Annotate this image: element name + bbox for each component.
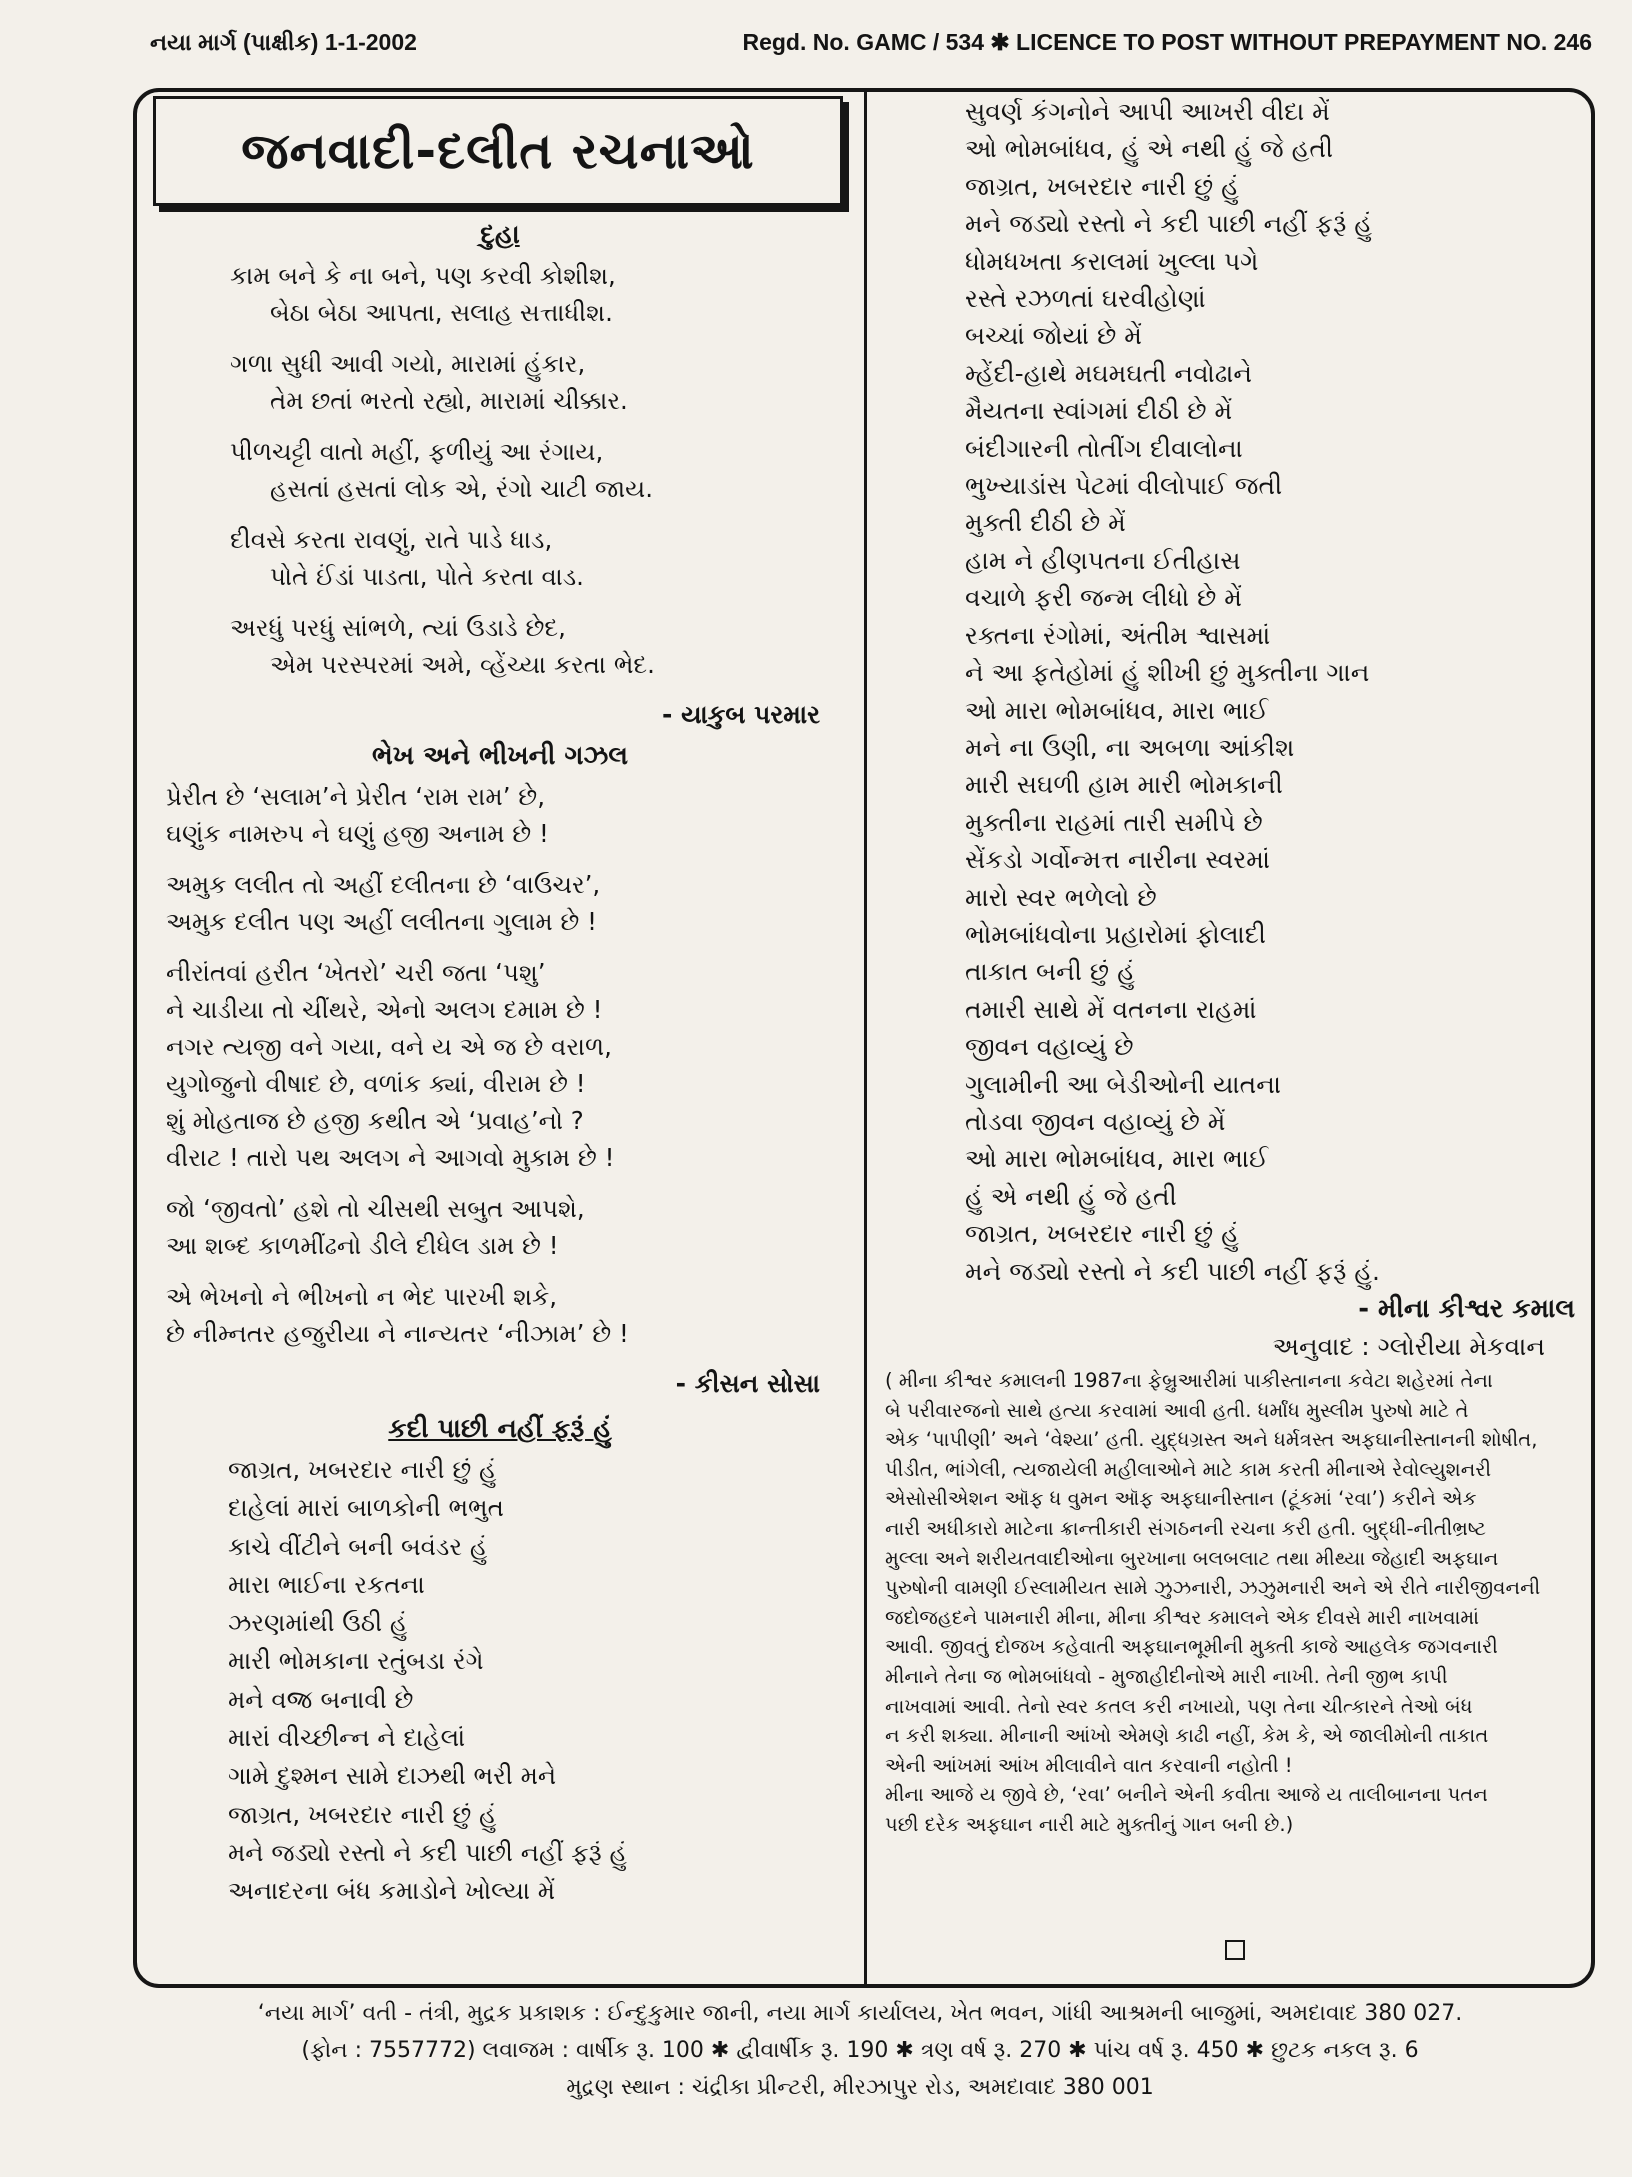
- note-line: એની આંખમાં આંખ મીલાવીને વાત કરવાની નહોતી !: [885, 1753, 1293, 1777]
- verse-line: તેમ છતાં ભરતો રહ્યો, મારામાં ચીક્કાર.: [270, 386, 628, 415]
- note-line: બે પરીવારજનો સાથે હત્યા કરવામાં આવી હતી. ધર્માંધ મુસ્લીમ પુરુષો માટે તે: [885, 1398, 1469, 1422]
- article-title: જનવાદી-દલીત રચનાઓ: [153, 96, 843, 206]
- poem-translator: અનુવાદ : ગ્લોરીયા મેકવાન: [1272, 1332, 1545, 1361]
- verse-line: ગુલામીની આ બેડીઓની યાતના: [965, 1069, 1281, 1099]
- verse-line: બંદીગારની તોતીંગ દીવાલોના: [965, 433, 1243, 463]
- verse-line: મને ના ઉણી, ના અબળા આંકીશ: [965, 732, 1295, 762]
- verse-line: અમુક દલીત પણ અહીં લલીતના ગુલામ છે !: [166, 907, 597, 936]
- poem-left-part: [150, 1451, 850, 1911]
- verse-line: તાકાત બની છું હું: [965, 957, 1135, 987]
- verse-line: આ શબ્દ કાળમીંઢનો ડીલે દીધેલ ડામ છે !: [166, 1231, 559, 1260]
- issue-info: નયા માર્ગ (પાક્ષીક) 1-1-2002: [150, 28, 417, 55]
- note-line: ( મીના કીશ્વર કમાલની 1987ના ફેબ્રુઆરીમાં પાકીસ્તાનના કવેટા શહેરમાં તેના: [885, 1369, 1493, 1392]
- left-column: [150, 96, 850, 1911]
- verse-line: અરધું પરધું સાંભળે, ત્યાં ઉડાડે છેદ,: [230, 613, 566, 642]
- note-line: પુરુષોની વામણી ઈસ્લામીયત સામે ઝુઝનારી, ઝઝુમનારી અને એ રીતે નારીજીવનની: [885, 1576, 1541, 1600]
- verse-line: તોડવા જીવન વહાવ્યું છે મેં: [965, 1106, 1226, 1136]
- verse-line: યુગોજુનો વીષાદ છે, વળાંક ક્યાં, વીરામ છે !: [166, 1069, 586, 1098]
- verse-line: મારી ભોમકાના રતુંબડા રંગે: [228, 1646, 484, 1676]
- verse-line: ને ચાડીયા તો ચીંથરે, એનો અલગ દમામ છે !: [166, 995, 603, 1024]
- poem-heading: કદી પાછી નહીં ફરૂં હું: [388, 1414, 612, 1444]
- verse-line: ધોમધખતા કરાલમાં ખુલ્લા પગે: [965, 246, 1259, 276]
- verse-line: નીરાંતવાં હરીત ‘ખેતરો’ ચરી જતા ‘પશુ’: [166, 958, 546, 987]
- verse-line: જાગ્રત, ખબરદાર નારી છું હું: [965, 1219, 1239, 1249]
- verse-line: મ્હેંદી-હાથે મઘમઘતી નવોઢાને: [965, 358, 1252, 388]
- end-mark-icon: [1225, 1940, 1245, 1960]
- verse-line: કામ બને કે ના બને, પણ કરવી કોશીશ,: [230, 261, 616, 290]
- verse-line: ને આ ફતેહોમાં હું શીખી છું મુક્તીના ગાન: [965, 658, 1370, 688]
- verse-line: પ્રેરીત છે ‘સલામ’ને પ્રેરીત ‘રામ રામ’ છે,: [166, 782, 546, 811]
- verse-line: ઝરણમાંથી ઉઠી હું: [228, 1608, 408, 1638]
- verse-line: શું મોહતાજ છે હજી કથીત એ ‘પ્રવાહ’નો ?: [166, 1106, 584, 1135]
- verse-line: જો ‘જીવતો’ હશે તો ચીસથી સબુત આપશે,: [166, 1194, 585, 1223]
- note-line: એસોસીએશન ઑફ ધ વુમન ઑફ અફઘાનીસ્તાન (ટૂંકમાં ‘રવા’) કરીને એક: [885, 1487, 1477, 1511]
- verse-line: એમ પરસ્પરમાં અમે, વ્હેંચ્યા કરતા ભેદ.: [270, 650, 655, 679]
- verse-line: ઓ ભોમબાંધવ, હું એ નથી હું જે હતી: [965, 134, 1334, 164]
- verse-line: પીળચટ્ટી વાતો મહીં, ફળીયું આ રંગાય,: [230, 437, 604, 466]
- stanza: [150, 778, 850, 852]
- verse-line: મૈયતના સ્વાંગમાં દીઠી છે મેં: [965, 396, 1233, 426]
- verse-line: રસ્તે રઝળતાં ઘરવીહોણાં: [965, 284, 1206, 314]
- stanza: [150, 1190, 850, 1264]
- verse-line: મુક્તી દીઠી છે મેં: [965, 508, 1126, 538]
- stanza: [150, 257, 850, 331]
- verse-line: જાગ્રત, ખબરદાર નારી છું હું: [228, 1455, 497, 1484]
- verse-line: અમુક લલીત તો અહીં દલીતના છે ‘વાઉચર’,: [166, 870, 601, 899]
- note-line: આવી. જીવતું દોજખ કહેવાતી અફઘાનભૂમીની મુક્તી કાજે આહલેક જગવનારી: [885, 1635, 1498, 1659]
- footer-line: ‘નયા માર્ગ’ વતી - તંત્રી, મુદ્રક પ્રકાશક : ઈન્દુકુમાર જાની, નયા માર્ગ કાર્યાલય, ખેત ભવન, ગાંધી આશ્રમની બાજુમાં, અમદાવાદ 380 027.: [257, 2001, 1463, 2026]
- verse-line: ભોમબાંધવોના પ્રહારોમાં ફોલાદી: [965, 919, 1266, 949]
- verse-line: છે નીમ્નતર હજુરીયા ને નાન્યતર ‘નીઝામ’ છે !: [166, 1319, 629, 1348]
- verse-line: મને જડ્યો રસ્તો ને કદી પાછી નહીં ફરૂં હું: [965, 209, 1373, 239]
- verse-line: ઓ મારા ભોમબાંધવ, મારા ભાઈ: [965, 1144, 1269, 1174]
- ghazal-author: - કીસન સોસા: [675, 1369, 820, 1398]
- verse-line: હું એ નથી હું જે હતી: [965, 1181, 1177, 1211]
- verse-line: હામ ને હીણપતના ઈતીહાસ: [965, 545, 1241, 575]
- verse-line: અનાદરના બંધ કમાડોને ખોલ્યા મેં: [228, 1876, 556, 1906]
- verse-line: કાચે વીંટીને બની બવંડર હું: [228, 1531, 488, 1561]
- verse-line: મારાં વીચ્છીન્ન ને દાહેલાં: [228, 1723, 466, 1753]
- verse-line: બચ્ચાં જોયાં છે મેં: [965, 321, 1142, 351]
- note-line: ન કરી શક્યા. મીનાની આંખો એમણે કાઢી નહીં, કેમ કે, એ જાલીમોની તાકાત: [885, 1724, 1489, 1748]
- registration-info: Regd. No. GAMC / 534 ✱ LICENCE TO POST WITHOUT PREPAYMENT NO. 246: [742, 28, 1592, 55]
- note-line: મુલ્લા અને શરીયતવાદીઓના બુરખાના બલબલાટ તથા મીથ્યા જેહાદી અફઘાન: [885, 1546, 1499, 1570]
- note-line: મીનાને તેના જ ભોમબાંધવો - મુજાહીદીનોએ મારી નાખી. તેની જીભ કાપી: [885, 1664, 1448, 1688]
- stanza: [150, 609, 850, 683]
- verse-line: સુવર્ણ કંગનોને આપી આખરી વીદા મેં: [965, 97, 1330, 126]
- page-header: [150, 22, 1592, 62]
- verse-line: જાગ્રત, ખબરદાર નારી છું હું: [965, 171, 1239, 201]
- poem-author: - મીના કીશ્વર કમાલ: [1358, 1294, 1575, 1324]
- verse-line: જાગ્રત, ખબરદાર નારી છું હું: [228, 1799, 497, 1829]
- publisher-footer: [160, 1995, 1560, 2106]
- verse-line: મને જડ્યો રસ્તો ને કદી પાછી નહીં ફરૂં હું: [228, 1837, 627, 1867]
- note-line: મીના આજે ય જીવે છે, ‘રવા’ બનીને એની કવીતા આજે ય તાલીબાનના પતન: [885, 1783, 1488, 1807]
- verse-line: મને વજ્ર બનાવી છે: [228, 1684, 414, 1714]
- stanza: [150, 433, 850, 507]
- verse-line: પોતે ઈંડાં પાડતા, પોતે કરતા વાડ.: [270, 562, 584, 591]
- verse-line: જીવન વહાવ્યું છે: [965, 1032, 1134, 1062]
- footer-line: (ફોન : 7557772) લવાજમ : વાર્ષીક રૂ. 100 ✱ દ્વીવાર્ષીક રૂ. 190 ✱ ત્રણ વર્ષ રૂ. 270 ✱ પાંચ વર્ષ રૂ. 450 ✱ છુટક નકલ રૂ. 6: [301, 2038, 1419, 2063]
- verse-line: વચાળે ફરી જન્મ લીધો છે મેં: [965, 583, 1242, 613]
- verse-line: મારા ભાઈના રકતના: [228, 1569, 425, 1599]
- duha-author: - યાકુબ પરમાર: [662, 700, 820, 729]
- verse-line: મને જડ્યો રસ્તો ને કદી પાછી નહીં ફરૂં હું.: [965, 1256, 1380, 1286]
- verse-line: ઘણુંક નામરુપ ને ઘણું હજી અનામ છે !: [166, 819, 549, 848]
- ghazal-heading: ભેખ અને ભીખની ગઝલ: [372, 741, 628, 771]
- verse-line: મારો સ્વર ભળેલો છે: [965, 882, 1157, 912]
- note-line: એક ‘પાપીણી’ અને ‘વેશ્યા’ હતી. યુદ્ધગ્રસ્ત અને ધર્મત્રસ્ત અફઘાનીસ્તાનની શોષીત,: [885, 1428, 1538, 1452]
- verse-line: બેઠા બેઠા આપતા, સલાહ સત્તાધીશ.: [270, 298, 613, 327]
- poem-right-part: [885, 93, 1585, 1290]
- stanza: [150, 345, 850, 419]
- verse-line: નગર ત્યજી વને ગયા, વને ય એ જ છે વરાળ,: [166, 1032, 612, 1061]
- verse-line: રક્તના રંગોમાં, અંતીમ શ્વાસમાં: [965, 620, 1271, 650]
- note-line: નાખવામાં આવી. તેનો સ્વર કતલ કરી નખાયો, પણ તેના ચીત્કારને તેઓ બંધ: [885, 1694, 1473, 1718]
- stanza: [150, 521, 850, 595]
- stanza: [150, 954, 850, 1176]
- verse-line: ગામે દુશ્મન સામે દાઝથી ભરી મને: [228, 1761, 557, 1791]
- note-line: નારી અધીકારો માટેના ક્રાન્તીકારી સંગઠનની રચના કરી હતી. બુદ્ધી-નીતીભ્રષ્ટ: [885, 1516, 1487, 1540]
- note-line: જદોજહદને પામનારી મીના, મીના કીશ્વર કમાલને એક દીવસે મારી નાખવામાં: [885, 1605, 1480, 1629]
- note-line: પછી દરેક અફઘાન નારી માટે મુક્તીનું ગાન બની છે.): [885, 1812, 1294, 1836]
- verse-line: ભુખ્યાડાંસ પેટમાં વીલોપાઈ જતી: [965, 471, 1283, 501]
- verse-line: મારી સઘળી હામ મારી ભોમકાની: [965, 770, 1283, 800]
- footer-line: મુદ્રણ સ્થાન : ચંદ્રીકા પ્રીન્ટરી, મીરઝાપુર રોડ, અમદાવાદ 380 001: [566, 2075, 1154, 2100]
- verse-line: હસતાં હસતાં લોક એ, રંગો ચાટી જાય.: [270, 474, 654, 503]
- verse-line: ગળા સુધી આવી ગયો, મારામાં હુંકાર,: [230, 349, 586, 378]
- stanza: [150, 1278, 850, 1352]
- verse-line: દાહેલાં મારાં બાળકોની ભભુત: [228, 1493, 504, 1523]
- duha-poem: [150, 257, 850, 683]
- verse-line: મુક્તીના રાહમાં તારી સમીપે છે: [965, 807, 1263, 837]
- note-line: પીડીત, ભાંગેલી, ત્યજાયેલી મહીલાઓને માટે કામ કરતી મીનાએ રેવોલ્યુશનરી: [885, 1457, 1492, 1481]
- right-column: [885, 96, 1585, 1840]
- ghazal-poem: [150, 778, 850, 1352]
- verse-line: વીરાટ ! તારો પથ અલગ ને આગવો મુકામ છે !: [166, 1143, 615, 1172]
- verse-line: એ ભેખનો ને ભીખનો ન ભેદ પારખી શકે,: [166, 1282, 558, 1311]
- column-divider: [864, 92, 867, 1984]
- duha-heading: દુહા: [480, 220, 520, 250]
- stanza: [150, 866, 850, 940]
- verse-line: સેંકડો ગર્વોન્મત્ત નારીના સ્વરમાં: [965, 845, 1271, 875]
- author-note: [885, 1366, 1585, 1840]
- verse-line: ઓ મારા ભોમબાંધવ, મારા ભાઈ: [965, 695, 1269, 725]
- verse-line: દીવસે કરતા રાવણું, રાતે પાડે ધાડ,: [230, 525, 553, 554]
- verse-line: તમારી સાથે મેં વતનના રાહમાં: [965, 994, 1257, 1024]
